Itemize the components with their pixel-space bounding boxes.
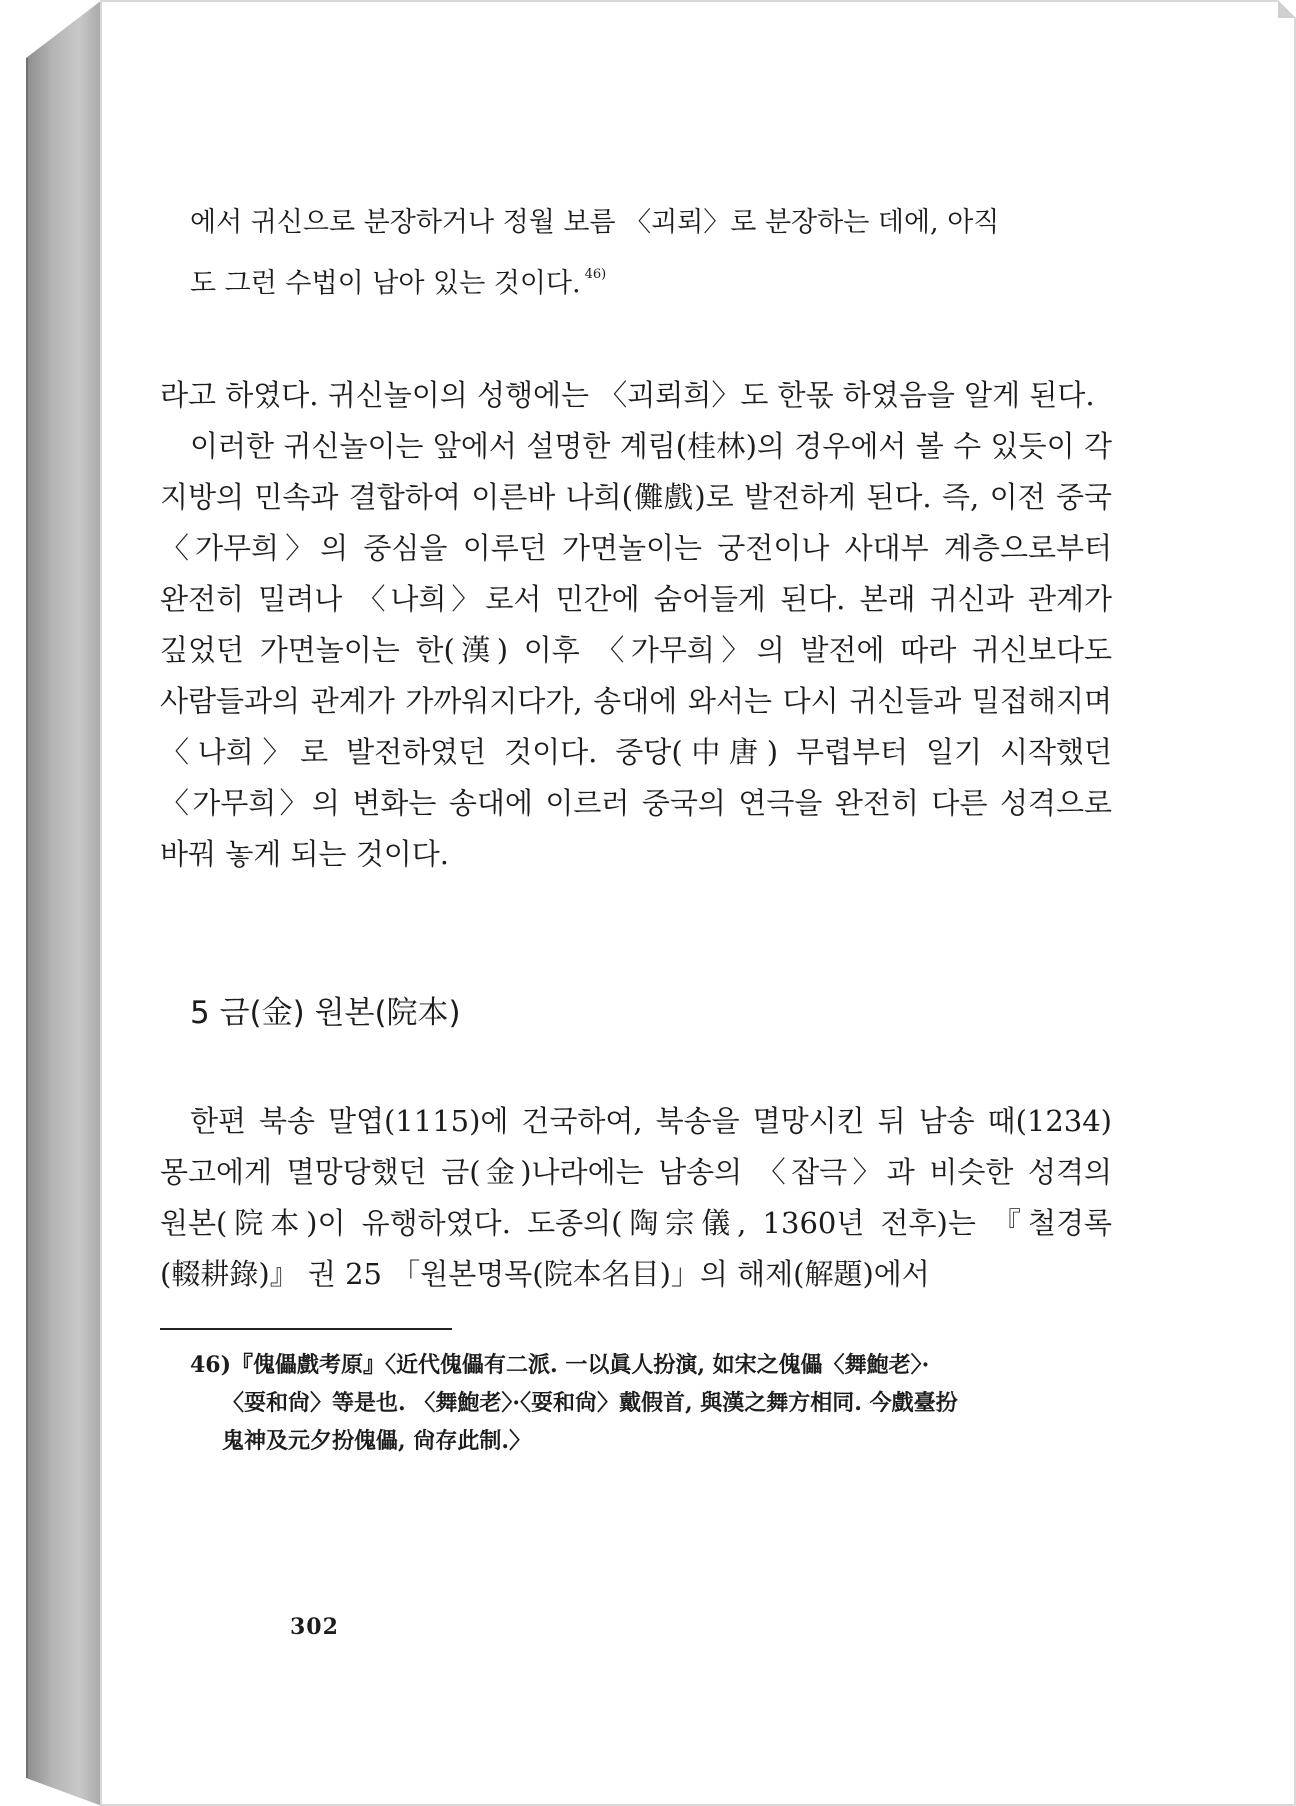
footnote — [190, 1346, 1112, 1460]
paragraph-2: 이러한 귀신놀이는 앞에서 설명한 계림(桂林)의 경우에서 볼 수 있듯이 각 지방의 민속과 결합하여 이른바 나희(儺戲)로 발전하게 된다. 즉, 이전 중국 〈가무희〉의 중심을 이루던 가면놀이는 궁전이나 사대부 계층으로부터 완전히 밀려나 〈나희〉로서 민간에 숨어들게 된다. 본래 귀신과 관계가 깊었던 가면놀이는 한(漢) 이후 〈가무희〉의 발전에 따라 귀신보다도 사람들과의 관계가 가까워지다가, 송대에 와서는 다시 귀신들과 밀접해지며 〈나희〉로 발전하였던 것이다. 중당(中唐) 무렵부터 일기 시작했던 〈가무희〉의 변화는 송대에 이르러 중국의 연극을 완전히 다른 성격으로 바꿔 놓게 되는 것이다. — [160, 429, 1112, 871]
section-heading: 5 금(金) 원본(院本) — [190, 995, 461, 1031]
page-number: 302 — [290, 1614, 339, 1640]
quote-line-1: 에서 귀신으로 분장하거나 정월 보름 〈괴뢰〉로 분장하는 데에, 아직 — [190, 207, 1000, 238]
footnote-divider — [160, 1328, 452, 1330]
quote-line-2 — [190, 249, 1108, 310]
book-spine — [26, 0, 102, 1806]
block-quote — [190, 197, 1108, 310]
page-corner — [1278, 0, 1296, 18]
footnote-reference: 46) — [584, 267, 607, 282]
quote-line-2-text: 도 그런 수법이 남아 있는 것이다. — [190, 268, 581, 299]
footnote-line-2: 〈耍和尙〉等是也. 〈舞鮑老〉·〈耍和尙〉戴假首, 與漢之舞方相同. 今戲臺扮 — [222, 1390, 958, 1416]
spine-edge — [26, 58, 28, 1778]
paragraph-1: 라고 하였다. 귀신놀이의 성행에는 〈괴뢰희〉도 한몫 하였음을 알게 된다. — [160, 378, 1095, 412]
footnote-line-1: 46)『傀儡戲考原』〈近代傀儡有二派. 一以眞人扮演, 如宋之傀儡〈舞鮑老〉· — [190, 1352, 930, 1378]
page-content — [160, 197, 1112, 1460]
footnote-line-3: 鬼神及元夕扮傀儡, 尙存此制.〉 — [222, 1428, 531, 1454]
paragraph-3: 한편 북송 말엽(1115)에 건국하여, 북송을 멸망시킨 뒤 남송 때(1234) 몽고에게 멸망당했던 금(金)나라에는 남송의 〈잡극〉과 비슷한 성격의 원본(院本)이 유행하였다. 도종의(陶宗儀, 1360년 전후)는 『철경록(輟耕錄)』 권 25 「원본명목(院本名目)」의 해제(解題)에서 — [160, 1104, 1112, 1291]
